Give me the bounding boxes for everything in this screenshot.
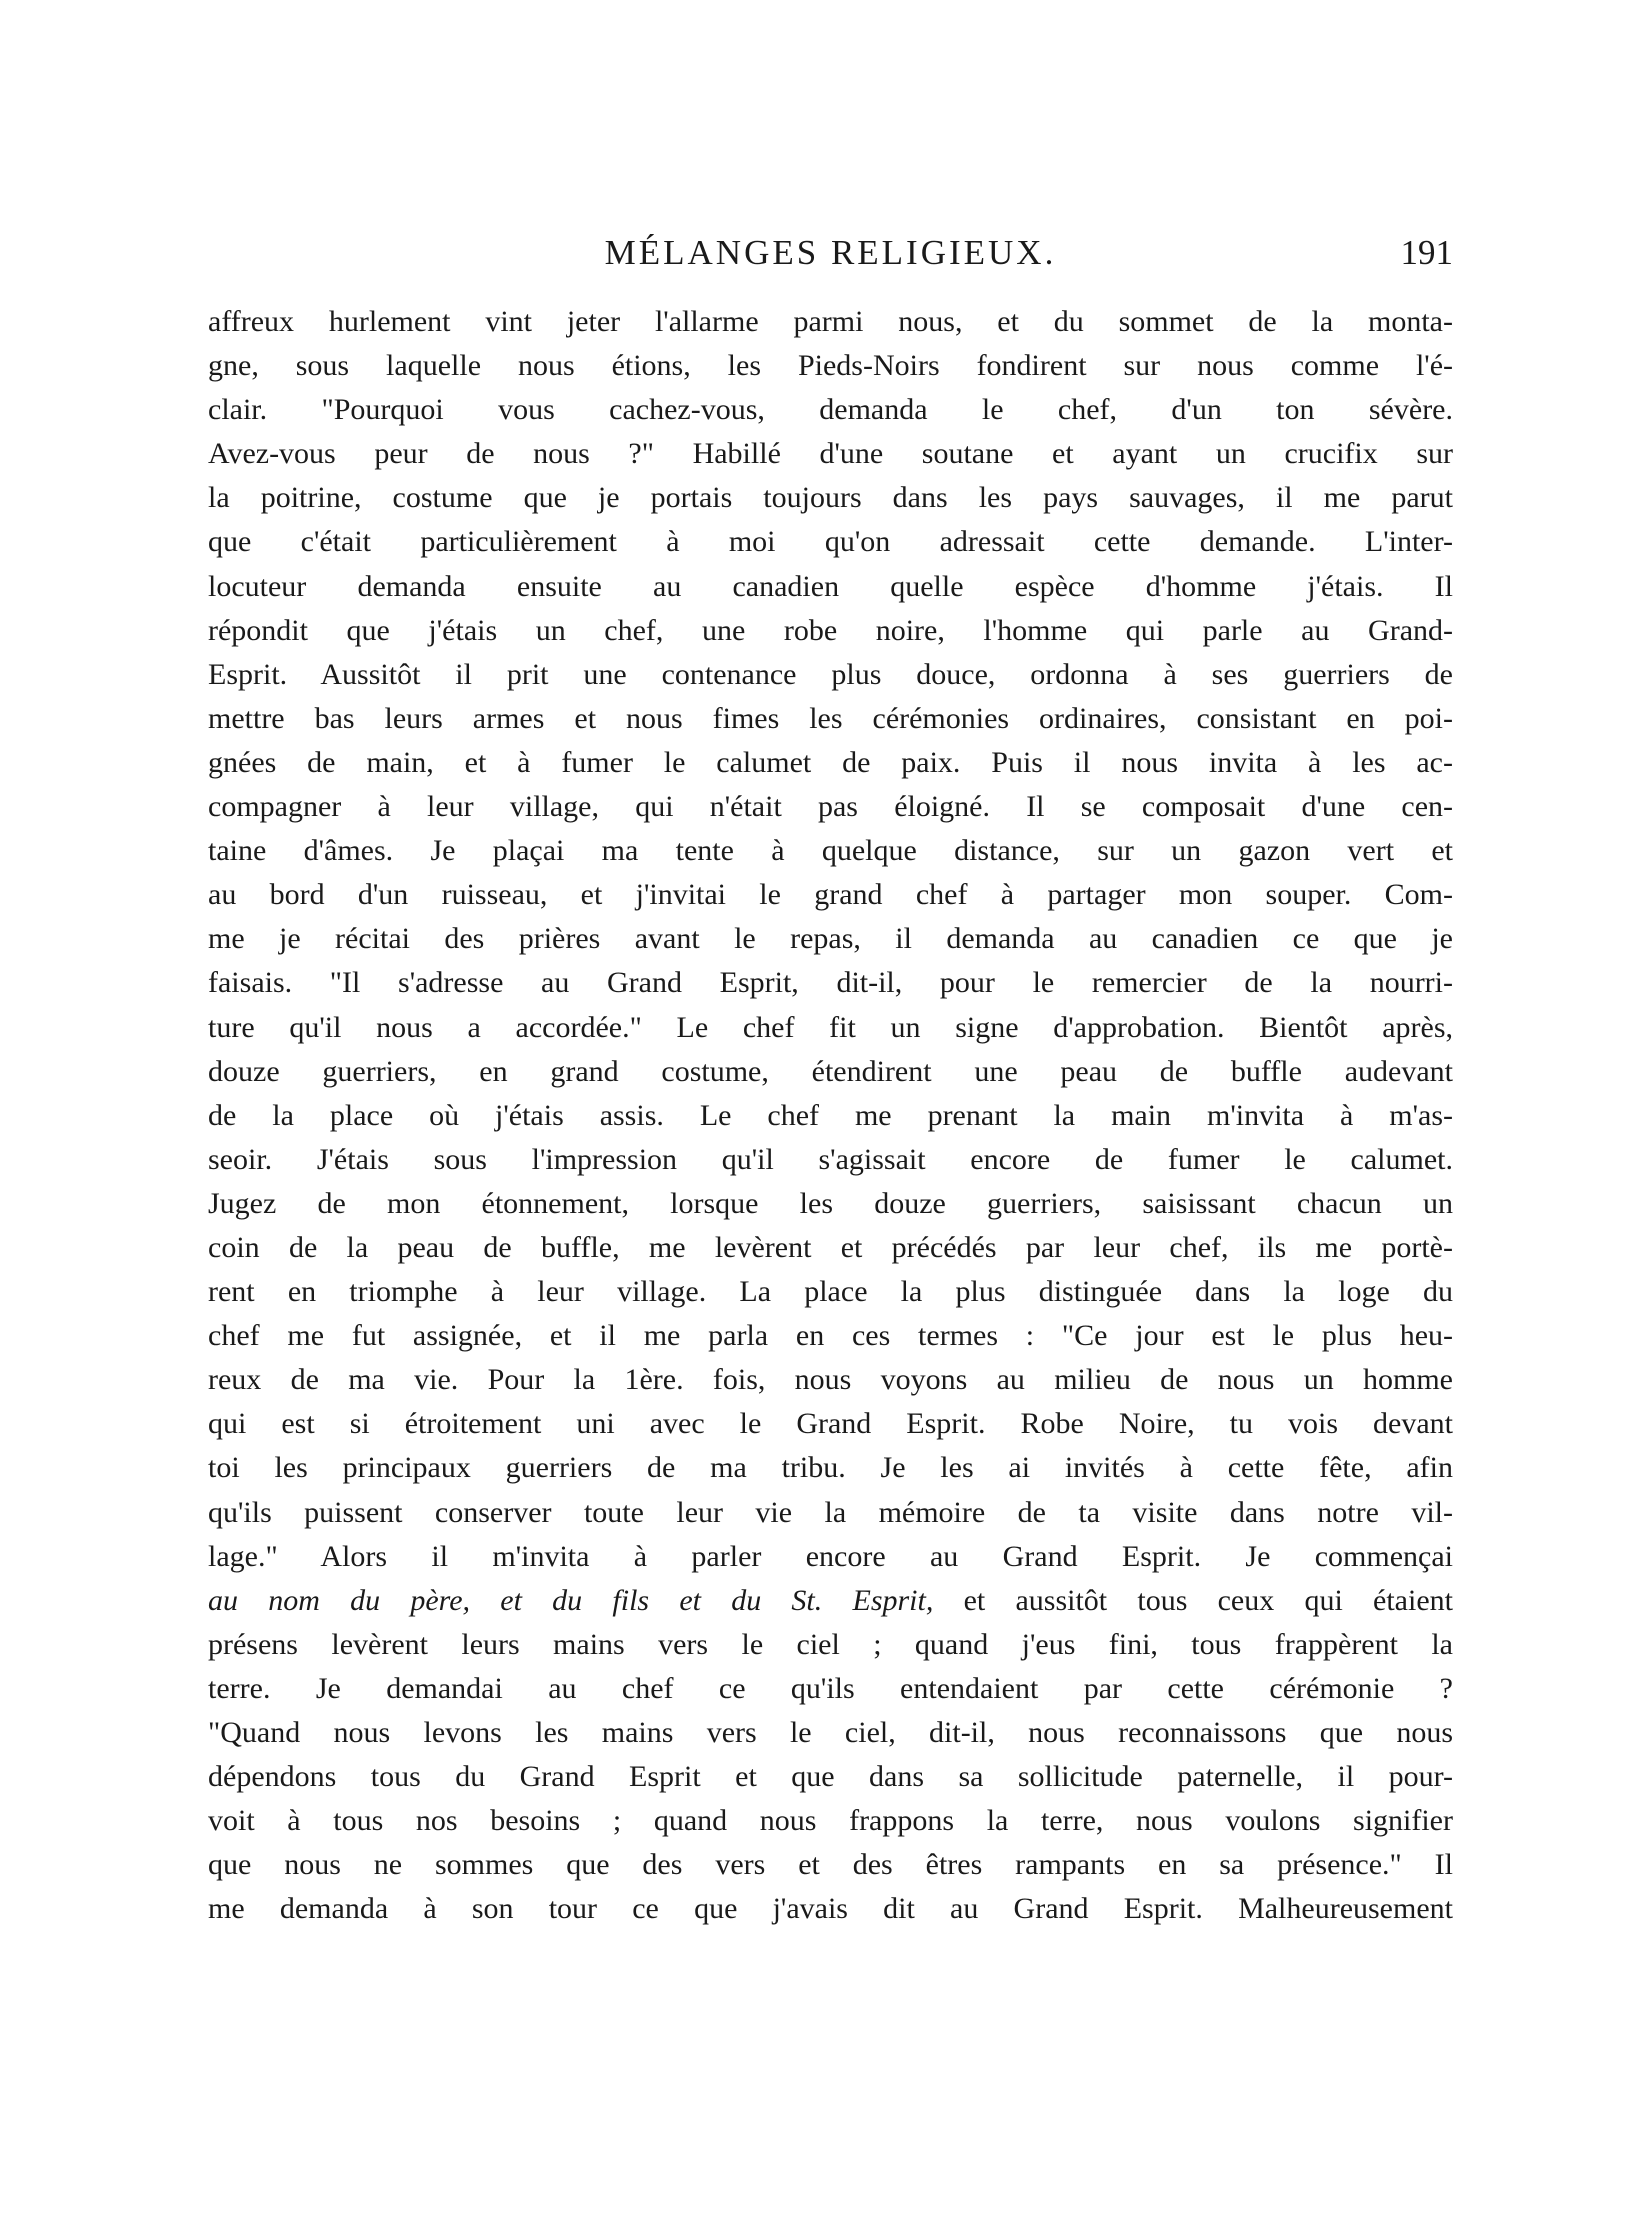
text-line: gnées de main, et à fumer le calumet de paix. Puis il nous invita à les ac- bbox=[208, 745, 1453, 779]
text-line: mettre bas leurs armes et nous fimes les cérémonies ordinaires, consistant en poi- bbox=[208, 701, 1453, 735]
text-line: Avez-vous peur de nous ?" Habillé d'une soutane et ayant un crucifix sur bbox=[208, 437, 1453, 471]
text-line: la poitrine, costume que je portais toujours dans les pays sauvages, il me parut bbox=[208, 481, 1453, 515]
text-line: me demanda à son tour ce que j'avais dit au Grand Esprit. Malheureusement bbox=[208, 1892, 1453, 1926]
page-number: 191 bbox=[1400, 233, 1453, 272]
text-line: clair. "Pourquoi vous cachez-vous, demanda le chef, d'un ton sévère. bbox=[208, 393, 1453, 427]
text-line: coin de la peau de buffle, me levèrent et précédés par leur chef, ils me portè- bbox=[208, 1230, 1453, 1264]
text-line: seoir. J'étais sous l'impression qu'il s'agissait encore de fumer le calumet. bbox=[208, 1142, 1453, 1176]
running-head bbox=[208, 228, 1453, 278]
text-line-italic bbox=[208, 1579, 1453, 1623]
text-line: dépendons tous du Grand Esprit et que dans sa sollicitude paternelle, il pour- bbox=[208, 1760, 1453, 1794]
text-line: répondit que j'étais un chef, une robe noire, l'homme qui parle au Grand- bbox=[208, 613, 1453, 647]
text-line: qu'ils puissent conserver toute leur vie la mémoire de ta visite dans notre vil- bbox=[208, 1495, 1453, 1529]
text-line: présens levèrent leurs mains vers le ciel ; quand j'eus fini, tous frappèrent la bbox=[208, 1627, 1453, 1661]
text-line: Esprit. Aussitôt il prit une contenance plus douce, ordonna à ses guerriers de bbox=[208, 657, 1453, 691]
text-line: "Quand nous levons les mains vers le ciel, dit-il, nous reconnaissons que nous bbox=[208, 1716, 1453, 1749]
text-line: ture qu'il nous a accordée." Le chef fit un signe d'approbation. Bientôt après, bbox=[208, 1010, 1453, 1044]
text-line: lage." Alors il m'invita à parler encore au Grand Esprit. Je commençai bbox=[208, 1539, 1453, 1573]
text-line: que c'était particulièrement à moi qu'on adressait cette demande. L'inter- bbox=[208, 525, 1453, 559]
invocation-rest: et aussitôt tous ceux qui étaient bbox=[933, 1583, 1453, 1617]
body-text bbox=[208, 300, 1453, 1931]
text-line: de la place où j'étais assis. Le chef me prenant la main m'invita à m'as- bbox=[208, 1098, 1453, 1132]
invocation-italic: au nom du père, et du fils et du St. Esprit, bbox=[208, 1583, 934, 1617]
text-line: rent en triomphe à leur village. La place la plus distinguée dans la loge du bbox=[208, 1275, 1453, 1309]
text-line: affreux hurlement vint jeter l'allarme parmi nous, et du sommet de la monta- bbox=[208, 305, 1453, 338]
text-line: chef me fut assignée, et il me parla en ces termes : "Ce jour est le plus heu- bbox=[208, 1319, 1453, 1353]
text-line: reux de ma vie. Pour la 1ère. fois, nous voyons au milieu de nous un homme bbox=[208, 1363, 1453, 1397]
text-line: douze guerriers, en grand costume, étendirent une peau de buffle audevant bbox=[208, 1054, 1453, 1088]
text-line: gne, sous laquelle nous étions, les Pieds-Noirs fondirent sur nous comme l'é- bbox=[208, 349, 1453, 383]
text-line: au bord d'un ruisseau, et j'invitai le grand chef à partager mon souper. Com- bbox=[208, 878, 1453, 912]
text-line: me je récitai des prières avant le repas, il demanda au canadien ce que je bbox=[208, 922, 1453, 956]
text-line: que nous ne sommes que des vers et des êtres rampants en sa présence." Il bbox=[208, 1848, 1453, 1882]
text-line: compagner à leur village, qui n'était pas éloigné. Il se composait d'une cen- bbox=[208, 790, 1453, 824]
running-title: MÉLANGES RELIGIEUX. bbox=[604, 233, 1057, 272]
text-line: qui est si étroitement uni avec le Grand Esprit. Robe Noire, tu vois devant bbox=[208, 1407, 1453, 1441]
text-line: terre. Je demandai au chef ce qu'ils entendaient par cette cérémonie ? bbox=[208, 1671, 1453, 1705]
text-line: toi les principaux guerriers de ma tribu. Je les ai invités à cette fête, afin bbox=[208, 1451, 1453, 1485]
text-line: locuteur demanda ensuite au canadien quelle espèce d'homme j'étais. Il bbox=[208, 569, 1453, 603]
text-line: taine d'âmes. Je plaçai ma tente à quelque distance, sur un gazon vert et bbox=[208, 834, 1453, 868]
text-line: faisais. "Il s'adresse au Grand Esprit, dit-il, pour le remercier de la nourri- bbox=[208, 966, 1453, 1000]
text-line: Jugez de mon étonnement, lorsque les douze guerriers, saisissant chacun un bbox=[208, 1186, 1453, 1220]
text-line: voit à tous nos besoins ; quand nous frappons la terre, nous voulons signifier bbox=[208, 1804, 1453, 1838]
